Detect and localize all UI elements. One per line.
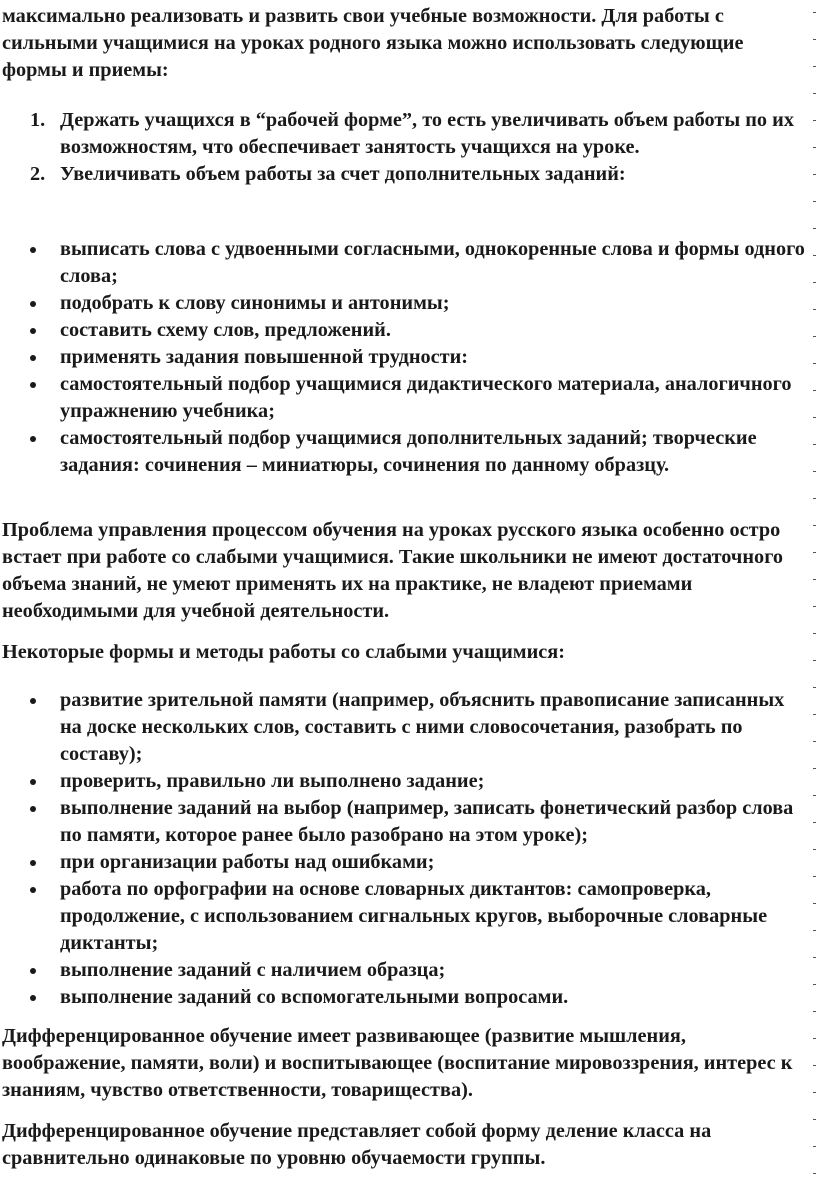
bullet-text: выполнение заданий на выбор (например, записать фонетический разбор слова по памяти, которое ранее было разобрано на этом уроке); [60, 797, 794, 846]
bullet-text: выполнение заданий с наличием образца; [60, 959, 446, 981]
item-number: 1. [30, 109, 46, 131]
bullet-text: составить схему слов, предложений. [60, 319, 391, 341]
bullet-icon [30, 860, 36, 866]
bullet-item [0, 290, 810, 317]
strong-tasks-list [0, 236, 810, 479]
bullet-text: работа по орфографии на основе словарных диктантов: самопроверка, продолжение, с использованием сигнальных кругов, выборочные словарные диктанты; [60, 878, 768, 954]
bullet-item [0, 371, 810, 425]
bullet-icon [30, 247, 36, 253]
item-text: Увеличивать объем работы за счет дополнительных заданий: [60, 163, 626, 185]
item-text: Держать учащихся в “рабочей форме”, то есть увеличивать объем работы по их возможностям, что обеспечивает занятость учащихся на уроке. [60, 109, 794, 158]
bullet-item [0, 344, 810, 371]
bullet-item [0, 236, 810, 290]
numbered-list [0, 107, 810, 188]
bullet-text: выписать слова с удвоенными согласными, однокоренные слова и формы одного слова; [60, 238, 805, 287]
bullet-icon [30, 355, 36, 361]
bullet-item [0, 984, 810, 1011]
bullet-item [0, 876, 810, 957]
problem-paragraph: Проблема управления процессом обучения на уроках русского языка особенно остро встает при работе со слабыми учащимися. Такие школьники не имеют достаточного объема знаний, не умеют применять их на практике, не владеют приемами необходимыми для учебной деятельности. [2, 519, 784, 622]
page-edge-marks [812, 0, 816, 1183]
item-number: 2. [30, 163, 46, 185]
bullet-icon [30, 806, 36, 812]
numbered-item [0, 107, 810, 161]
weak-methods-list [0, 687, 810, 1011]
bullet-icon [30, 887, 36, 893]
bullet-icon [30, 698, 36, 704]
bullet-item [0, 957, 810, 984]
bullet-icon [30, 779, 36, 785]
bullet-item [0, 687, 810, 768]
bullet-icon [30, 301, 36, 307]
bullet-item [0, 795, 810, 849]
bullet-icon [30, 328, 36, 334]
differentiated-paragraph-2: Дифференцированное обучение представляет собой форму деление класса на сравнительно одинаковые по уровню обучаемости группы. [2, 1120, 712, 1169]
bullet-item [0, 849, 810, 876]
bullet-text: самостоятельный подбор учащимися дополнительных заданий; творческие задания: сочинения – миниатюры, сочинения по данному образцу. [60, 427, 757, 476]
bullet-text: проверить, правильно ли выполнено задание; [60, 770, 485, 792]
bullet-icon [30, 995, 36, 1001]
bullet-item [0, 768, 810, 795]
numbered-item [0, 161, 810, 188]
bullet-text: развитие зрительной памяти (например, объяснить правописание записанных на доске нескольких слов, составить с ними словосочетания, разобрать по составу); [60, 689, 785, 765]
bullet-text: при организации работы над ошибками; [60, 851, 435, 873]
bullet-text: подобрать к слову синонимы и антонимы; [60, 292, 450, 314]
methods-heading: Некоторые формы и методы работы со слабыми учащимися: [2, 641, 566, 663]
bullet-icon [30, 436, 36, 442]
intro-paragraph: максимально реализовать и развить свои учебные возможности. Для работы с сильными учащимися на уроках родного языка можно использовать следующие формы и приемы: [2, 5, 744, 81]
bullet-text: самостоятельный подбор учащимися дидактического материала, аналогичного упражнению учебника; [60, 373, 792, 422]
bullet-icon [30, 968, 36, 974]
bullet-item [0, 317, 810, 344]
bullet-icon [30, 382, 36, 388]
bullet-text: применять задания повышенной трудности: [60, 346, 469, 368]
bullet-text: выполнение заданий со вспомогательными вопросами. [60, 986, 569, 1008]
differentiated-paragraph-1: Дифференцированное обучение имеет развивающее (развитие мышления, воображение, памяти, воли) и воспитывающее (воспитание мировоззрения, интерес к знаниям, чувство ответственности, товарищества). [2, 1025, 793, 1101]
bullet-item [0, 425, 810, 479]
